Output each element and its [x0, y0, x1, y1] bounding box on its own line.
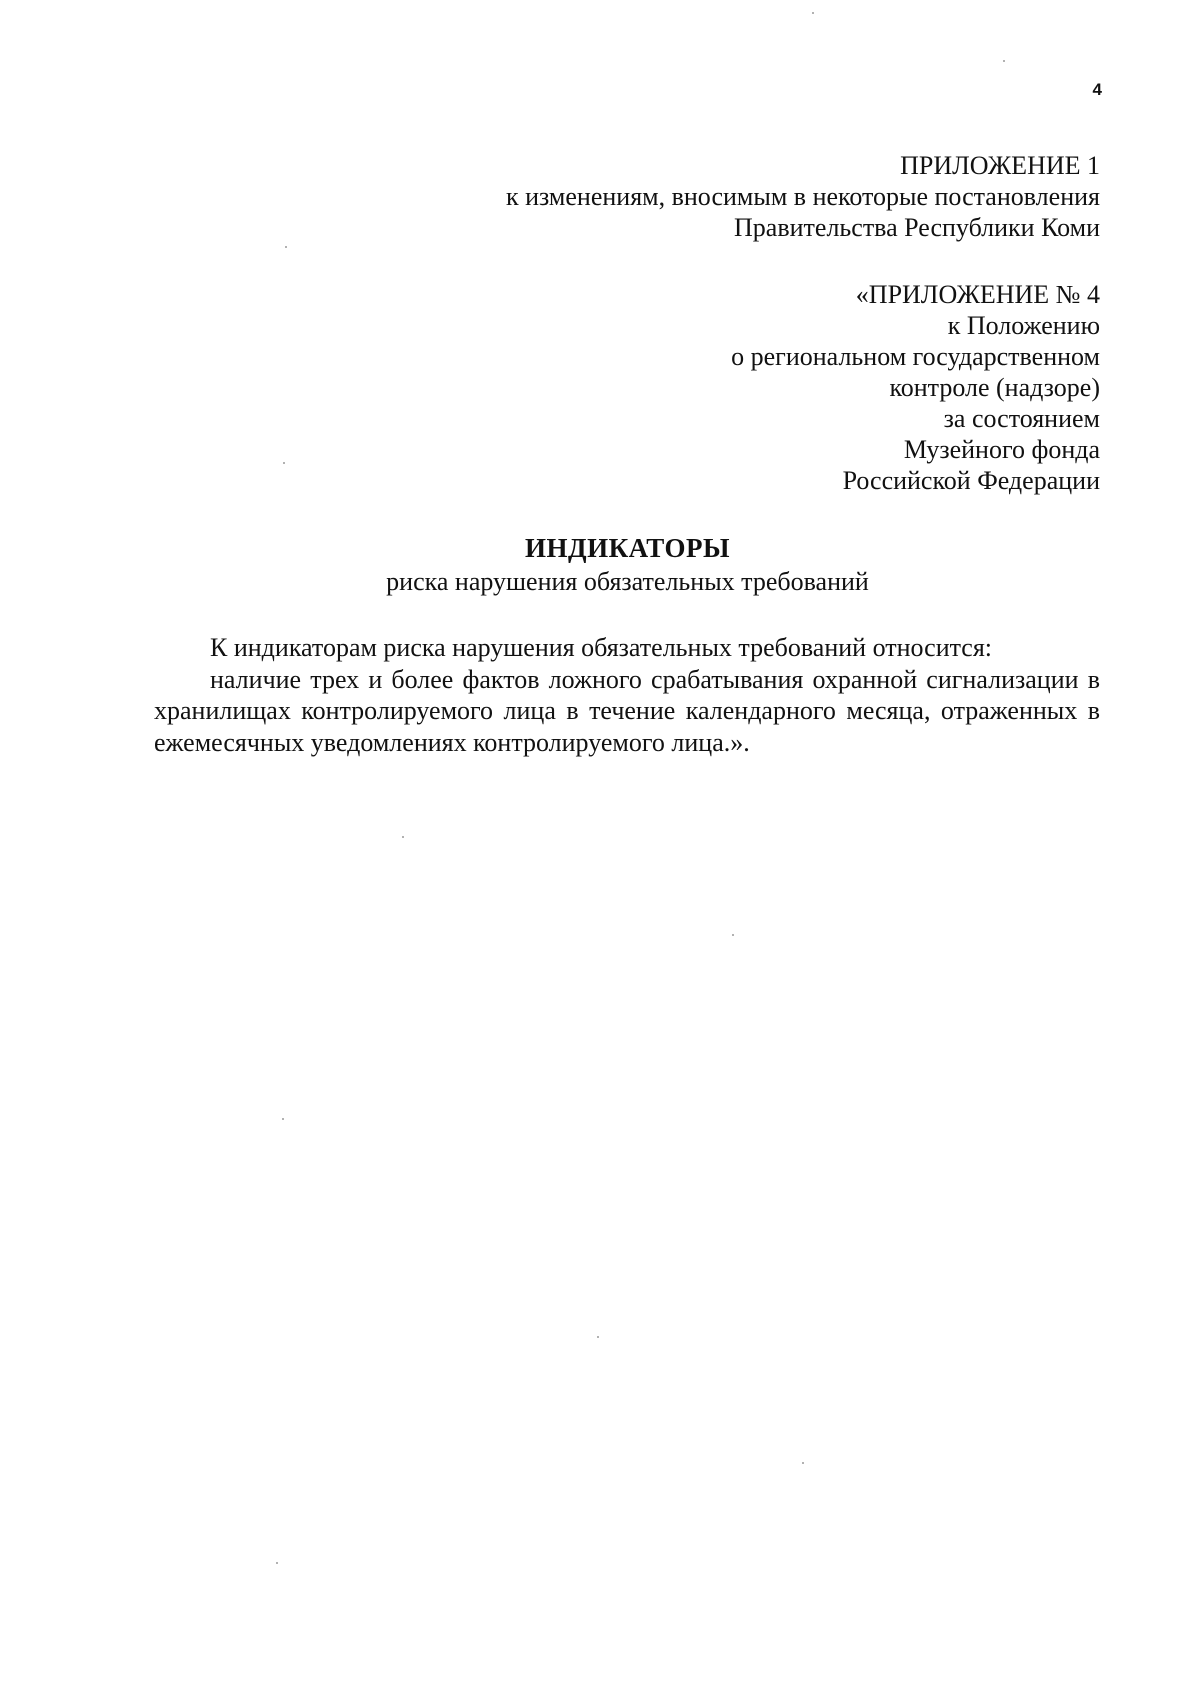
appendix-1-header: [506, 150, 1100, 243]
scan-speck: [283, 462, 285, 464]
appendix-4-line: о региональном государственном: [731, 342, 1100, 371]
appendix-1-line: ПРИЛОЖЕНИЕ 1: [900, 151, 1100, 180]
appendix-4-header: [731, 279, 1100, 496]
appendix-4-line: за состоянием: [943, 404, 1100, 433]
appendix-1-line: Правительства Республики Коми: [734, 213, 1100, 242]
appendix-4-line: к Положению: [947, 311, 1100, 340]
scan-speck: [276, 1562, 278, 1564]
scan-speck: [812, 12, 814, 14]
appendix-4-line: контроле (надзоре): [889, 373, 1100, 402]
scan-speck: [1003, 60, 1005, 62]
appendix-4-line: Музейного фонда: [903, 435, 1100, 464]
body-paragraph: К индикаторам риска нарушения обязательных требований относится:: [210, 633, 993, 662]
appendix-4-line: «ПРИЛОЖЕНИЕ № 4: [855, 280, 1100, 309]
document-title: ИНДИКАТОРЫ: [525, 533, 730, 563]
scan-speck: [597, 1336, 599, 1338]
scan-speck: [802, 1462, 804, 1464]
scan-speck: [285, 246, 287, 248]
appendix-1-line: к изменениям, вносимым в некоторые постановления: [505, 182, 1100, 211]
scan-speck: [402, 836, 404, 838]
scan-speck: [732, 934, 734, 936]
document-subtitle: риска нарушения обязательных требований: [386, 567, 869, 596]
body-paragraph: наличие трех и более фактов ложного срабатывания охранной сигнализации в хранилищах контролируемого лица в течение календарного месяца, отраженных в ежемесячных уведомлениях контролируемого лица.».: [154, 664, 1100, 757]
body-text: [154, 632, 1100, 758]
scan-speck: [282, 1118, 284, 1120]
page-number: 4: [1092, 80, 1102, 99]
appendix-4-line: Российской Федерации: [842, 466, 1100, 495]
